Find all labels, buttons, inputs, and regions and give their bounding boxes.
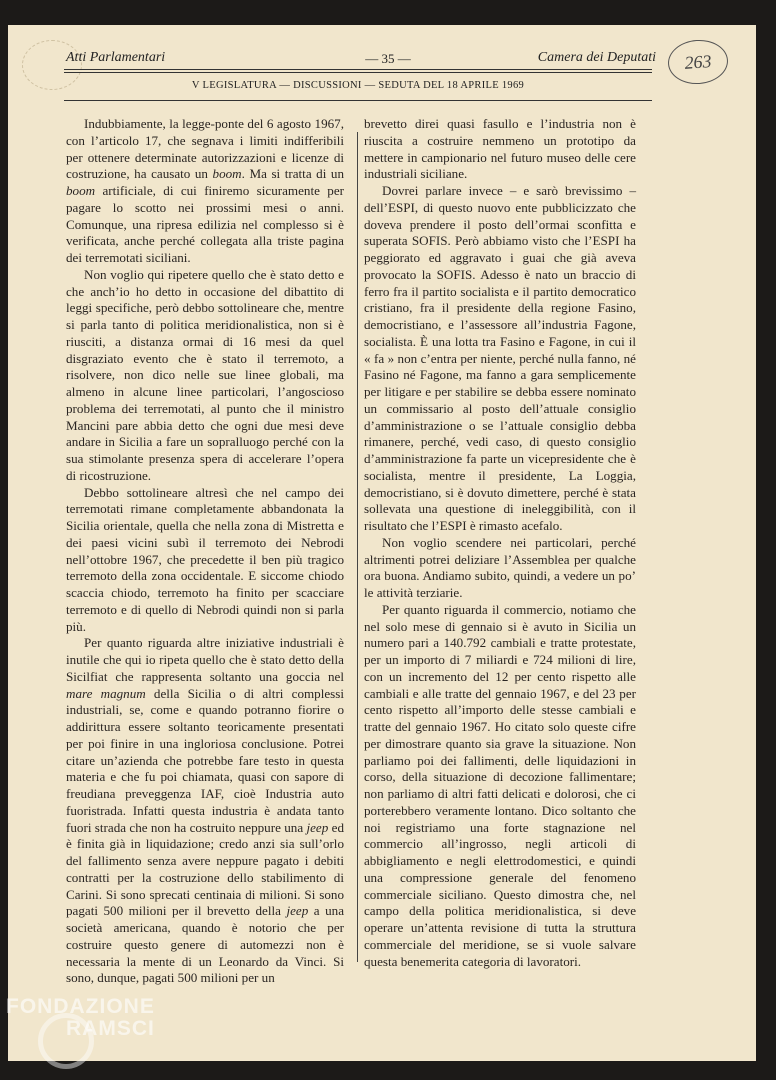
- paragraph: Non voglio scendere nei particolari, perché altrimenti potrei deliziare l’Assemblea per qualche ora buona. Andiamo subito, quindi, a vedere un po’ le attività terziarie.: [364, 534, 636, 600]
- watermark-line1: FONDAZIONE: [6, 995, 155, 1018]
- paragraph: Non voglio qui ripetere quello che è stato detto e che anch’io ho detto in occasione del dibattito di leggi specifiche, però debbo sottolineare che, mentre si parla tanto di politica meridionalistica, non si è riusciti, a distanza ormai di 16 mesi da quel disgraziato evento che è stato il terremoto, a risolvere, non dico nelle sue linee globali, ma almeno in alcune linee particolari, l’angoscioso problema dei terremotati, al punto che il ministro Mancini pare abbia detto che ogni due mesi deve andare in Sicilia a fare un sopralluogo perché con la sua stimolante presenza spera di accelerare l’opera di ricostruzione.: [66, 266, 344, 483]
- watermark-line2: RAMSCI: [66, 1017, 155, 1040]
- watermark-logo: [6, 995, 196, 1075]
- header-left: Atti Parlamentari: [66, 50, 166, 65]
- text-column-right: [364, 116, 636, 970]
- subtitle-rule: [64, 100, 652, 101]
- column-separator: [357, 132, 358, 962]
- paragraph: Per quanto riguarda il commercio, notiamo che nel solo mese di gennaio si è avuto in Sicilia un numero pari a 140.792 cambiali e tratte protestate, per un importo di 7 miliardi e 724 milioni di lire, con un incremento del 12 per cento rispetto alle cambiali e alle tratte del gennaio 1967, e del 23 per cento rispetto all’importo delle stesse cambiali e tratte del gennaio 1967. Ho citato solo queste cifre per dimostrare quanto sia grave la situazione. Non parliamo poi dei fallimenti, delle liquidazioni in corso, della situazione di decozione fallimentare; non parliamo di altri fatti delicati e dolorosi, che ci porterebbero veramente lontano. Dico soltanto che noi registriamo una forte stagnazione nel commercio all’ingrosso, negli articoli di abbigliamento e negli elettrodomestici, e quindi una compressione generale del fenomeno commerciale siciliano. Questo dimostra che, nel campo della politica meridionalistica, si deve operare un’attenta revisione di tutta la struttura commerciale del meridione, se si vuole salvare questa benemerita categoria di lavoratori.: [364, 601, 636, 969]
- paragraph: Dovrei parlare invece – e sarò brevissimo – dell’ESPI, di questo nuovo ente pubblicizzato che doveva prendere il posto dell’ormai sconfitta e superata SOFIS. Però abbiamo visto che l’ESPI ha peggiorato ed aggravato i guai che già aveva provocato la SOFIS. Adesso è nato un braccio di ferro fra il partito socialista e il partito democratico cristiano, fra il presidente della regione Fasino, democristiano, e l’assessore all’industria Fagone, socialista. È una lotta tra Fasino e Fagone, in cui il « fa » non c’entra per niente, perché nulla fanno, né Fasino né Fagone, ma fanno a gara semplicemente per litigare e per stabilire se debba essere nominato un commissario al posto dell’attuale consiglio d’amministrazione o se l’attuale consiglio debba rimanere, perché, vedi caso, di questo consiglio d’amministrazione fa parte un vicepresidente che è socialista, mentre il presidente, La Loggia, democristiano, si è dovuto dimettere, perché è stata sollevata una questione di ineleggibilità, con il risultato che l’ESPI è rimasto acefalo.: [364, 183, 636, 533]
- text-column-left: [66, 116, 344, 987]
- header-page-number: — 35 —: [365, 51, 411, 66]
- paragraph: Debbo sottolineare altresì che nel campo dei terremotati rimane completamente abbandonata la Sicilia orientale, quella che nella zona di Mistretta e dei paesi vicini subì il terremoto dei Nebrodi nell’ottobre 1967, che precedette il ben più tragico terremoto della zona occidentale. E siccome chiodo scaccia chiodo, terremoto ha finito per scacciare terremoto e di quello di Nebrodi quindi non si parla più.: [66, 484, 344, 634]
- header-rule: [64, 69, 652, 70]
- paragraph: Indubbiamente, la legge-ponte del 6 agosto 1967, con l’articolo 17, che segnava i limiti indifferibili per ottenere determinate autorizzazioni e licenze di costruzione, ha causato un boom. Ma si tratta di un boom artificiale, di cui finiremo sicuramente per pagare lo scotto nei prossimi mesi o anni. Comunque, una ripresa edilizia nel complesso si è verificata, anche perché collegata alla triste pagina dei terremotati siciliani.: [66, 116, 344, 265]
- paragraph: brevetto direi quasi fasullo e l’industria non è riuscita a costruire nemmeno un prototipo da mettere in campionario nel futuro museo delle cere industriali siciliane.: [364, 116, 636, 182]
- header-rule: [64, 72, 652, 73]
- session-subtitle: V LEGISLATURA — DISCUSSIONI — SEDUTA DEL 18 APRILE 1969: [191, 80, 525, 91]
- header-right: Camera dei Deputati: [537, 50, 656, 65]
- paragraph: Per quanto riguarda altre iniziative industriali è inutile che qui io ripeta quello che è stato detto della Sicilfiat che rappresenta soltanto una goccia nel mare magnum della Sicilia o di altri complessi industriali, se, come e quando potranno fiorire o addirittura essere soltanto teoricamente presentati per poi finire in una ingloriosa conclusione. Potrei citare un’azienda che potrebbe fare testo in questa materia e che fu poi chiamata, quasi con sapore di freudiana preveggenza IAF, cioè Industria auto fuoristrada. Infatti questa industria è andata tanto fuori strada che non ha costruito neppure una jeep ed è finita già in liquidazione; credo anzi sia sull’orlo del fallimento senza avere neppure pagato i debiti contratti per la costruzione dello stabilimento di Carini. Si sono sprecati centinaia di milioni. Si sono pagati 500 milioni per il brevetto della jeep a una società americana, quando è notorio che per costruire questo genere di automezzi non è necessaria la mente di un Leonardo da Vinci. Si sono, dunque, pagati 500 milioni per un: [66, 635, 345, 986]
- handwritten-page-number: 263: [667, 38, 730, 86]
